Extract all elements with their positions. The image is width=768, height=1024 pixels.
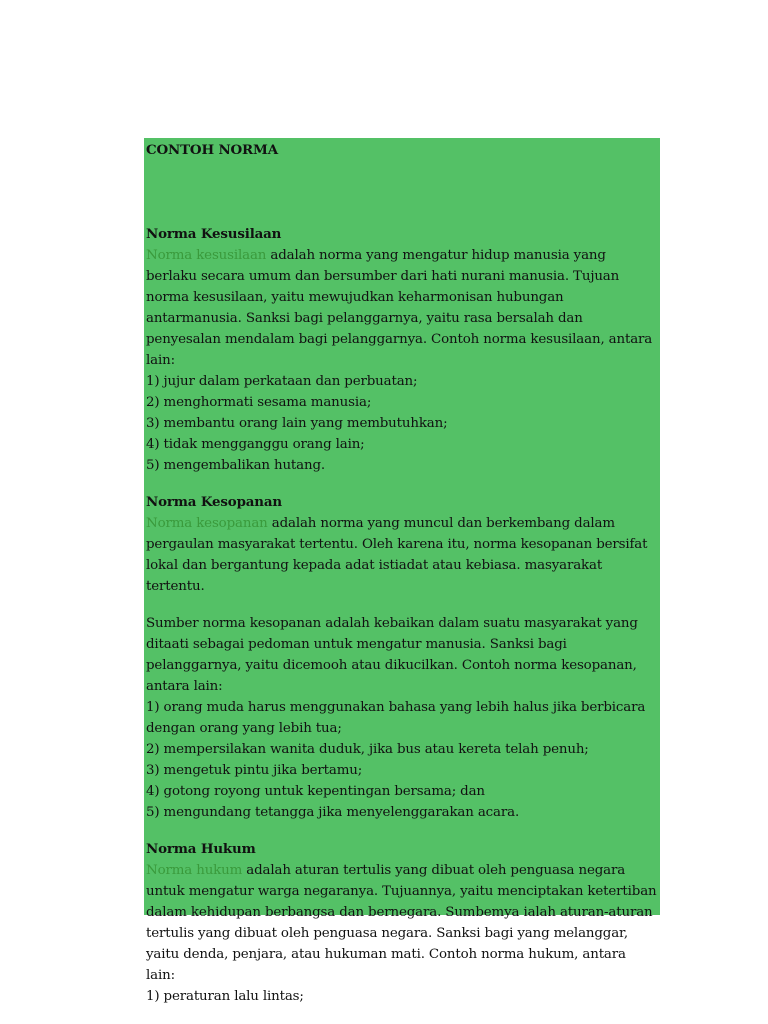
paragraph-text: adalah norma yang muncul dan berkembang dalam pergaulan masyarakat tertentu. Oleh karena itu, norma kesopanan bersifat lokal dan bergantung kepada adat istiadat atau kebiasa. masyarakat tertentu. — [146, 516, 648, 594]
list-item: 1) jujur dalam perkataan dan perbuatan; — [146, 374, 418, 389]
section-heading: Norma Hukum — [146, 841, 256, 857]
section-norma-hukum — [146, 839, 658, 1007]
section-paragraph: Sumber norma kesopanan adalah kebaikan dalam suatu masyarakat yang ditaati sebagai pedoman untuk mengatur manusia. Sanksi bagi pelanggarnya, yaitu dicemooh atau dikucilkan. Contoh norma kesopanan, antara lain: — [146, 616, 638, 694]
list-item: 2) mempersilakan wanita duduk, jika bus atau kereta telah penuh; — [146, 742, 589, 757]
list-item: 5) mengembalikan hutang. — [146, 458, 326, 473]
section-norma-kesopanan — [146, 492, 658, 823]
example-list — [146, 986, 658, 1007]
norma-hukum-link[interactable]: Norma hukum — [146, 863, 243, 878]
list-item: 1) orang muda harus menggunakan bahasa yang lebih halus jika berbicara dengan orang yang lebih tua; — [146, 700, 646, 736]
section-norma-kesusilaan — [146, 224, 658, 476]
document-body — [146, 140, 658, 1007]
document-title: CONTOH NORMA — [146, 142, 278, 158]
document-content-box — [144, 138, 660, 1004]
norma-kesopanan-link[interactable]: Norma kesopanan — [146, 516, 268, 531]
paragraph-text: adalah aturan tertulis yang dibuat oleh penguasa negara untuk mengatur warga negaranya. Tujuannya, yaitu menciptakan ketertiban dalam kehidupan berbangsa dan bernegara. Sumbemya ialah aturan-aturan tertulis yang dibuat oleh penguasa negara. Sanksi bagi yang melanggar, yaitu denda, penjara, atau hukuman mati. Contoh norma hukum, antara lain: — [146, 863, 657, 983]
list-item: 4) gotong royong untuk kepentingan bersama; dan — [146, 784, 485, 799]
list-item: 4) tidak mengganggu orang lain; — [146, 437, 365, 452]
list-item: 3) membantu orang lain yang membutuhkan; — [146, 416, 448, 431]
list-item: 3) mengetuk pintu jika bertamu; — [146, 763, 363, 778]
example-list — [146, 371, 658, 476]
section-paragraph — [146, 860, 658, 986]
norma-kesusilaan-link[interactable]: Norma kesusilaan — [146, 248, 267, 263]
list-item: 5) mengundang tetangga jika menyelenggarakan acara. — [146, 805, 520, 820]
section-paragraph — [146, 513, 658, 597]
paragraph-text: adalah norma yang mengatur hidup manusia yang berlaku secara umum dan bersumber dari hati nurani manusia. Tujuan norma kesusilaan, yaitu mewujudkan keharmonisan hubungan antarmanusia. Sanksi bagi pelanggarnya, yaitu rasa bersalah dan penyesalan mendalam bagi pelanggarnya. Contoh norma kesusilaan, antara lain: — [146, 248, 653, 368]
example-list — [146, 697, 658, 823]
section-heading: Norma Kesopanan — [146, 494, 283, 510]
section-paragraph — [146, 245, 658, 371]
list-item: 2) menghormati sesama manusia; — [146, 395, 372, 410]
section-heading: Norma Kesusilaan — [146, 226, 282, 242]
list-item: 1) peraturan lalu lintas; — [146, 989, 304, 1004]
